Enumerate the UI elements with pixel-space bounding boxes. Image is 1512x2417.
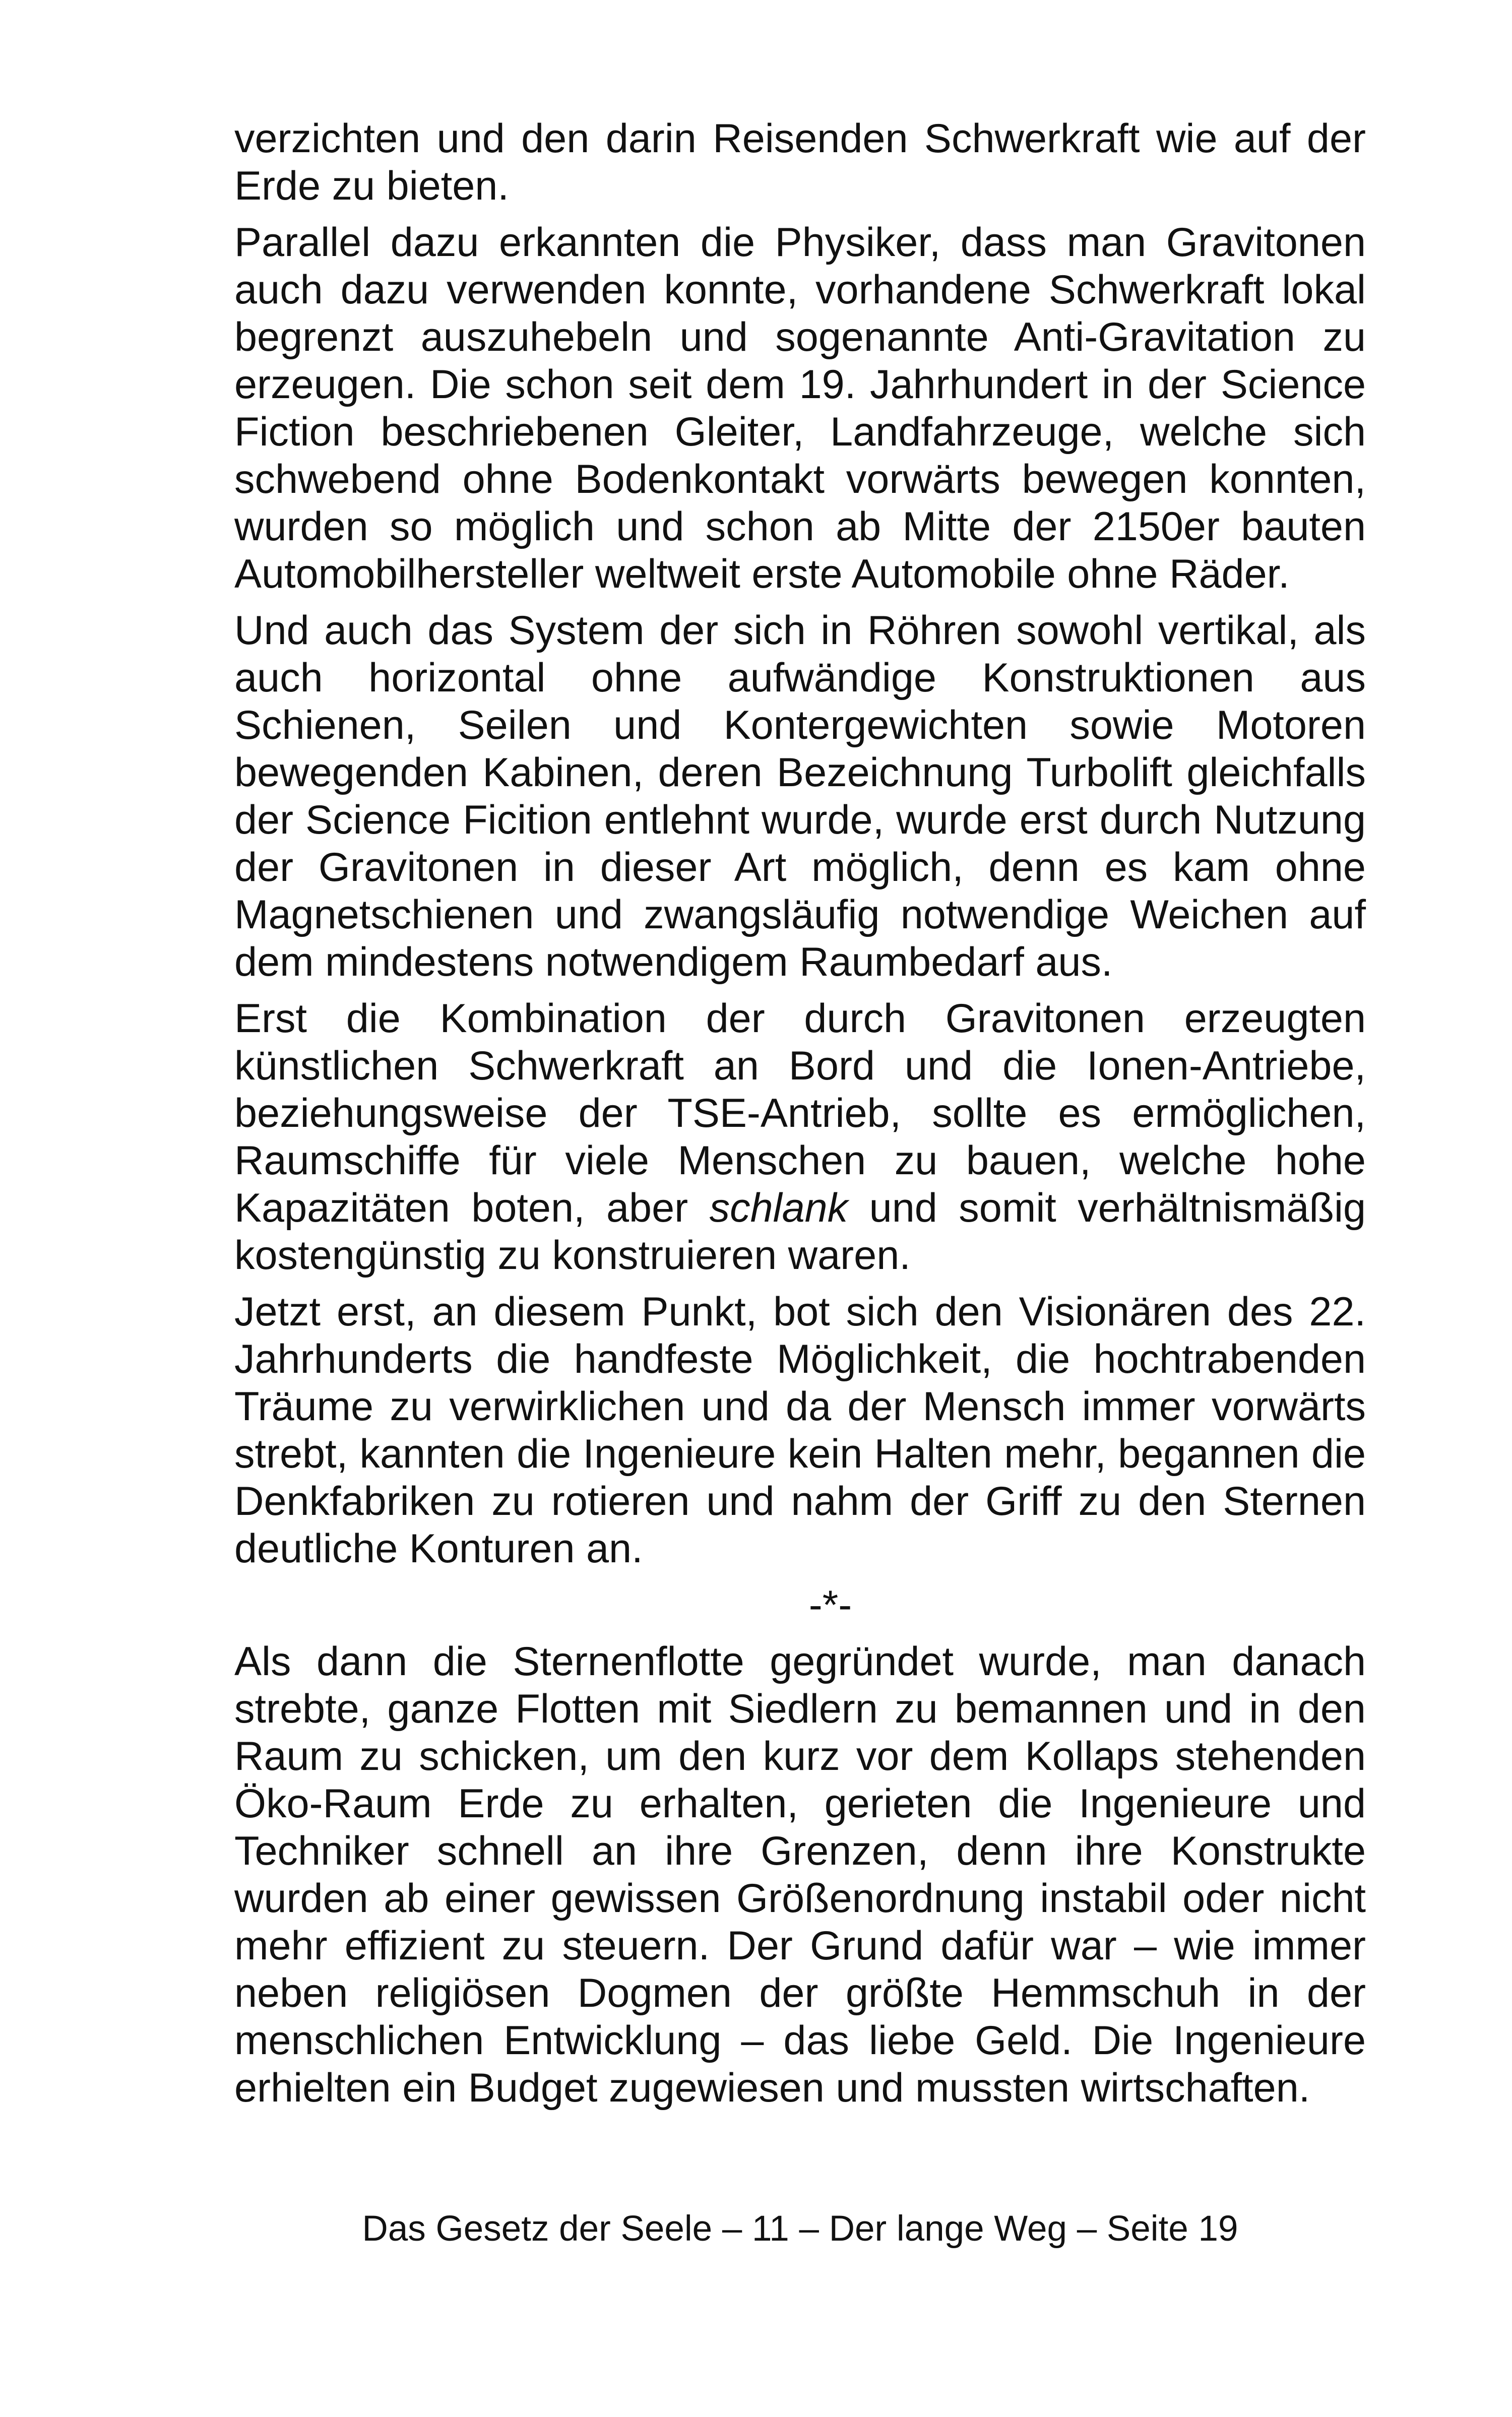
emphasis-schlank: schlank	[709, 1185, 848, 1231]
paragraph-6: Als dann die Sternenflotte gegründet wurde, man danach strebte, ganze Flotten mit Siedlern zu bemannen und in den Raum zu schicken, um den kurz vor dem Kollaps stehenden Öko-Raum Erde zu erhalten, gerieten die Ingenieure und Techniker schnell an ihre Grenzen, denn ihre Konstrukte wurden ab einer gewissen Größenordnung instabil oder nicht mehr effizient zu steuern. Der Grund dafür war – wie immer neben religiösen Dogmen der größte Hemmschuh in der menschlichen Entwicklung – das liebe Geld. Die Ingenieure erhielten ein Budget zugewiesen und mussten wirtschaften.	[234, 1639, 1366, 2111]
paragraph-4-end: und somit verhältnismäßig kostengünstig zu konstruieren waren.	[234, 1185, 1366, 1278]
paragraph-3: Und auch das System der sich in Röhren sowohl vertikal, als auch horizontal ohne aufwändige Konstruktionen aus Schienen, Seilen und Kontergewichten sowie Motoren bewegenden Kabinen, deren Bezeichnung Turbolift gleichfalls der Science Ficition entlehnt wurde, wurde erst durch Nutzung der Gravitonen in dieser Art möglich, denn es kam ohne Magnetschienen und zwangsläufig notwendige Weichen auf dem mindestens notwendigem Raumbedarf aus.	[234, 608, 1366, 985]
page-footer: Das Gesetz der Seele – 11 – Der lange Weg – Seite 19	[362, 2209, 1238, 2249]
paragraph-4-start: Erst die Kombination der durch Gravitonen erzeugten künstlichen Schwerkraft an Bord und die Ionen-Antriebe, beziehungsweise der TSE-Antrieb, sollte es ermöglichen, Raumschiffe für viele Menschen zu bauen, welche hohe Kapazitäten boten, aber	[234, 996, 1366, 1231]
paragraph-2: Parallel dazu erkannten die Physiker, dass man Gravitonen auch dazu verwenden konnte, vorhandene Schwerkraft lokal begrenzt auszuhebeln und sogenannte Anti-Gravitation zu erzeugen. Die schon seit dem 19. Jahrhundert in der Science Fiction beschriebenen Gleiter, Landfahrzeuge, welche sich schwebend ohne Bodenkontakt vorwärts bewegen konnten, wurden so möglich und schon ab Mitte der 2150er bauten Automobilhersteller weltweit erste Automobile ohne Räder.	[234, 220, 1366, 597]
paragraph-5: Jetzt erst, an diesem Punkt, bot sich den Visionären des 22. Jahrhunderts die handfeste Möglichkeit, die hochtrabenden Träume zu verwirklichen und da der Mensch immer vorwärts strebt, kannten die Ingenieure kein Halten mehr, begannen die Denkfabriken zu rotieren und nahm der Griff zu den Sternen deutliche Konturen an.	[234, 1289, 1366, 1571]
section-separator: -*-	[808, 1582, 852, 1628]
paragraph-4	[234, 995, 1366, 1279]
body-text	[234, 115, 1366, 2121]
paragraph-1: verzichten und den darin Reisenden Schwerkraft wie auf der Erde zu bieten.	[234, 116, 1366, 209]
